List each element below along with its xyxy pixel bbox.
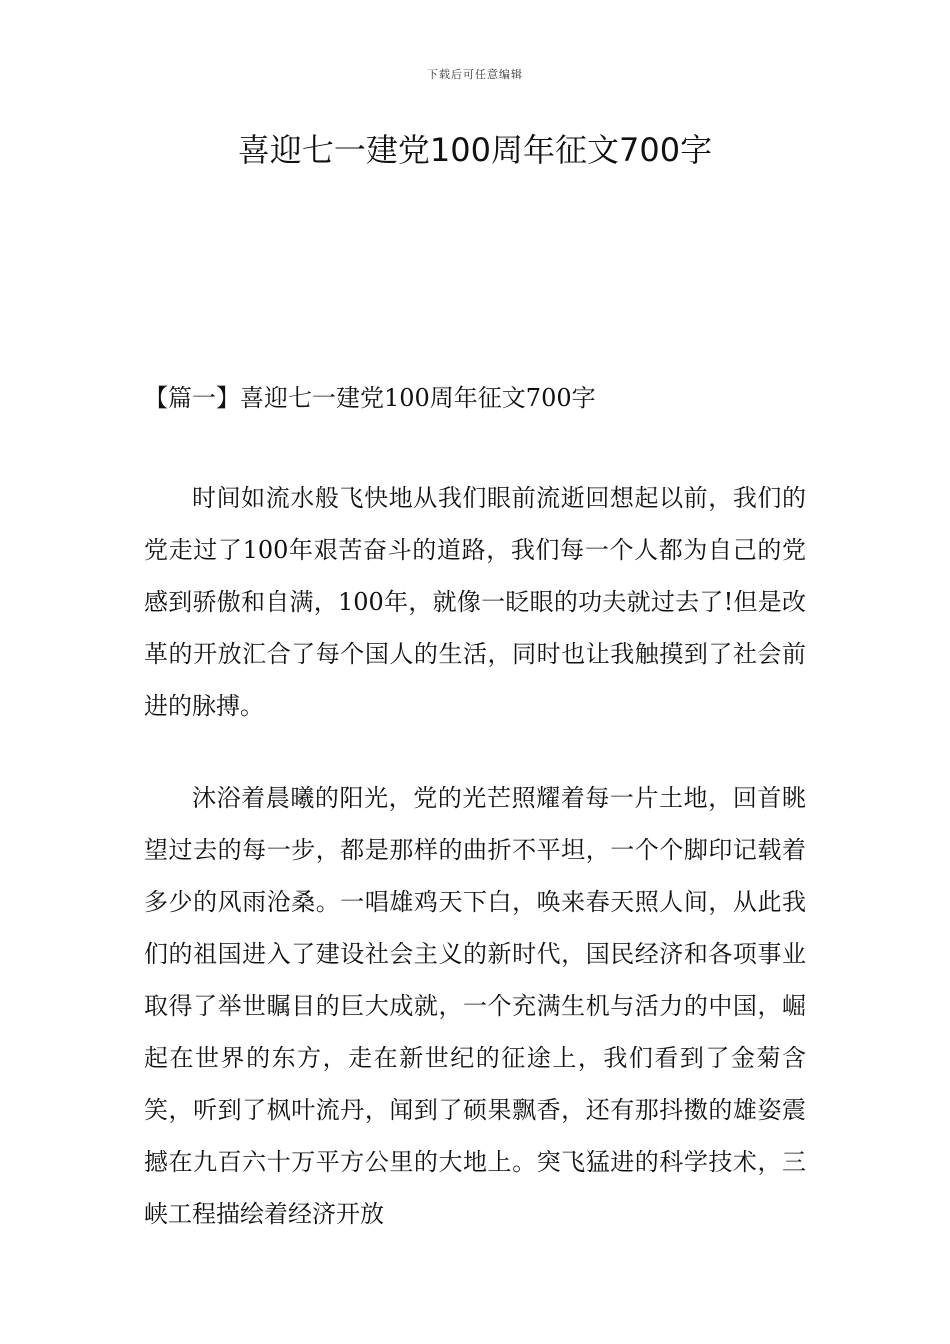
- body-paragraph: 时间如流水般飞快地从我们眼前流逝回想起以前，我们的党走过了100年艰苦奋斗的道路，我们每一个人都为自己的党感到骄傲和自满，100年，就像一眨眼的功夫就过去了!但是改革的开放汇合了每个国人的生活，同时也让我触摸到了社会前进的脉搏。: [144, 484, 806, 720]
- document-title: 喜迎七一建党100周年征文700字: [237, 131, 713, 169]
- header-note: 下载后可任意编辑: [427, 68, 523, 81]
- body-paragraph: 沐浴着晨曦的阳光，党的光芒照耀着每一片土地，回首眺望过去的每一步，都是那样的曲折不平坦，一个个脚印记载着多少的风雨沧桑。一唱雄鸡天下白，唤来春天照人间，从此我们的祖国进入了建设社会主义的新时代，国民经济和各项事业取得了举世瞩目的巨大成就，一个充满生机与活力的中国，崛起在世界的东方，走在新世纪的征途上，我们看到了金菊含笑，听到了枫叶流丹，闻到了硕果飘香，还有那抖擞的雄姿震撼在九百六十万平方公里的大地上。突飞猛进的科学技术，三峡工程描绘着经济开放: [144, 784, 806, 1228]
- section-heading: 【篇一】喜迎七一建党100周年征文700字: [144, 384, 596, 412]
